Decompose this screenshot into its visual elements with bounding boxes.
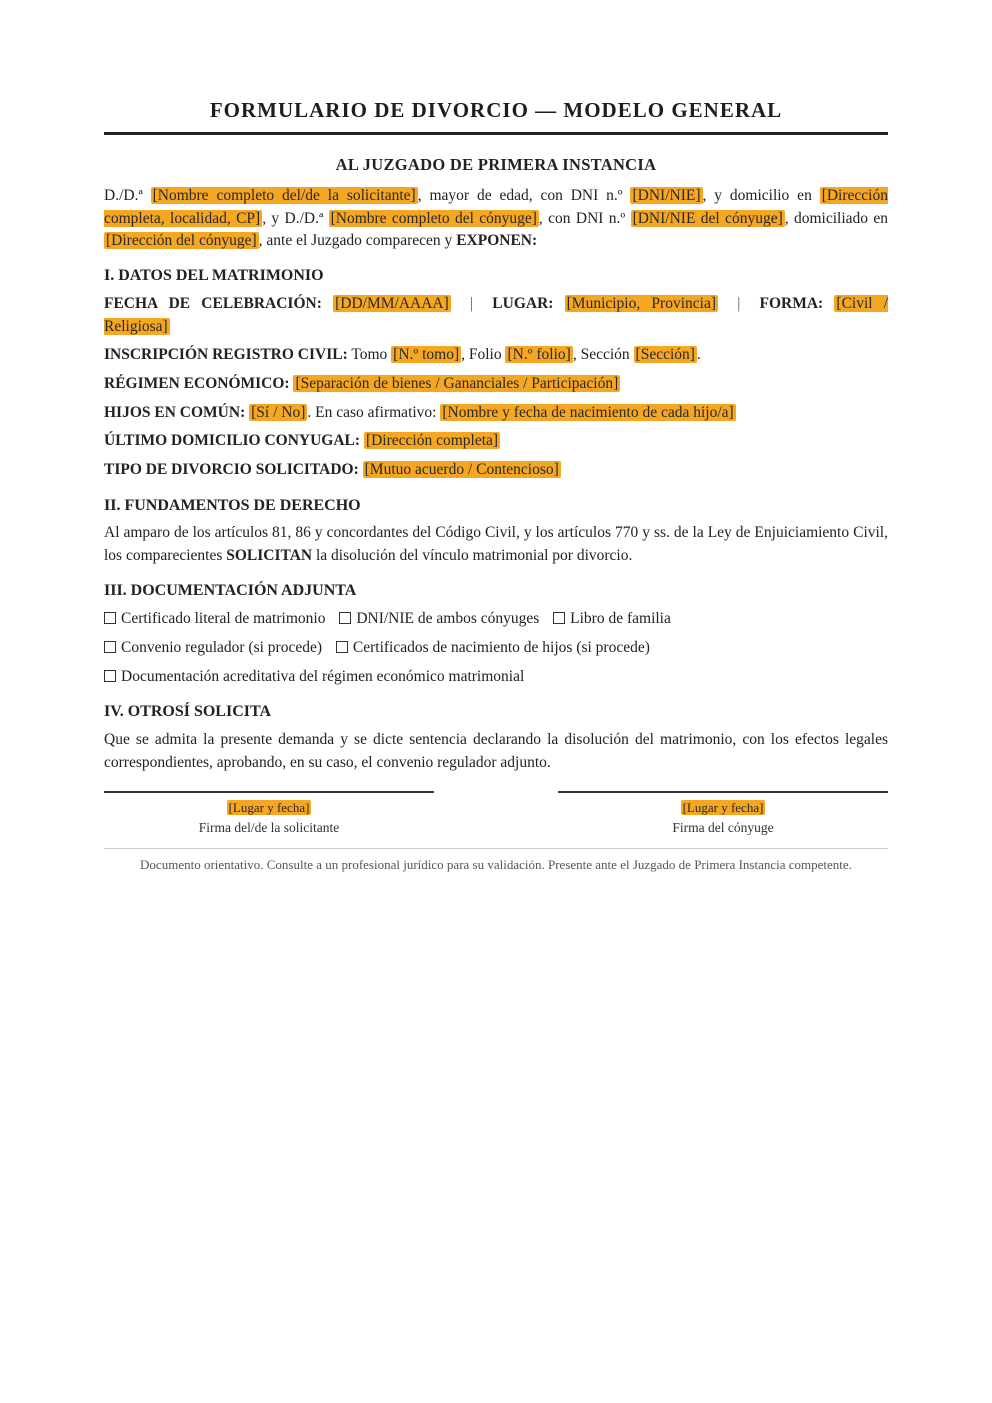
intro-text: , y D./D.ª [262,209,329,227]
field-applicant-address[interactable]: [Dirección completa, localidad, CP] [104,187,888,227]
text: . En caso afirmativo: [307,404,441,421]
field-folio[interactable]: [N.º folio] [507,346,571,363]
marital-domicile-row [104,430,888,453]
field-marriage-date[interactable]: [DD/MM/AAAA] [335,295,449,312]
field-tomo[interactable]: [N.º tomo] [393,346,460,363]
field-children[interactable]: [Sí / No] [251,404,306,421]
field-signature-place-date[interactable]: [Lugar y fecha] [682,799,764,815]
intro-text: , domiciliado en [784,209,888,227]
checkbox-icon[interactable] [553,612,565,624]
intro-text: , ante el Juzgado comparecen y [258,232,457,249]
checklist-item-birth-certificates[interactable] [336,639,650,656]
checklist-item-dni[interactable] [339,610,539,627]
checklist-label: Certificados de nacimiento de hijos (si procede) [352,639,650,656]
signature-block-spouse [558,791,888,837]
signature-line[interactable] [558,791,888,793]
checkbox-icon[interactable] [104,670,116,682]
checkbox-icon[interactable] [104,641,116,653]
document-title: FORMULARIO DE DIVORCIO — MODELO GENERAL [209,98,783,122]
checklist-item-economic-regime-docs[interactable] [104,668,524,685]
economic-regime-row [104,373,888,396]
field-spouse-dni[interactable]: [DNI/NIE del cónyuge] [632,209,783,227]
section-heading-legal-basis: II. FUNDAMENTOS DE DERECHO [104,497,361,514]
civil-registry-row [104,344,888,367]
addressee-heading: AL JUZGADO DE PRIMERA INSTANCIA [335,155,657,174]
field-applicant-dni[interactable]: [DNI/NIE] [632,187,701,204]
field-marriage-place[interactable]: [Municipio, Provincia] [566,295,716,312]
intro-text: , mayor de edad, con DNI n.º [417,187,631,204]
signature-label: Firma del cónyuge [672,819,774,835]
checklist-label: Certificado literal de matrimonio [121,610,326,627]
intro-text: D./D.ª [104,187,151,204]
text: la disolución del vínculo matrimonial por divorcio. [312,546,633,564]
checklist-item-regulatory-agreement[interactable] [104,639,322,656]
text: Tomo [347,346,392,363]
checklist-label: Documentación acreditativa del régimen económico matrimonial [121,668,525,685]
intro-text: , con DNI n.º [538,209,631,227]
checklist-item-family-book[interactable] [553,610,671,627]
checklist-row [104,666,888,688]
footer-divider [104,848,888,849]
field-seccion[interactable]: [Sección] [635,346,695,363]
separator: | [737,295,741,312]
checklist-label: DNI/NIE de ambos cónyuges [356,610,540,627]
children-row [104,402,888,425]
field-divorce-type[interactable]: [Mutuo acuerdo / Contencioso] [364,461,559,478]
section-heading-attached-docs: III. DOCUMENTACIÓN ADJUNTA [104,582,357,599]
footer-disclaimer: Documento orientativo. Consulte a un profesional jurídico para su validación. Presente ante el Juzgado de Primera Instancia competente. [140,857,852,872]
label-lugar: LUGAR: [492,295,554,312]
intro-exponen: EXPONEN: [456,232,538,249]
marriage-date-place-row [104,293,888,338]
field-spouse-address[interactable]: [Dirección del cónyuge] [106,232,257,249]
divorce-type-row [104,459,888,482]
solicitan-bold: SOLICITAN [226,546,313,564]
field-marriage-form[interactable]: [Civil / Religiosa] [104,295,889,335]
text: , Folio [461,346,506,363]
separator: | [469,295,474,312]
field-spouse-name[interactable]: [Nombre completo del cónyuge] [330,209,537,227]
checkbox-icon[interactable] [336,641,348,653]
label-forma: FORMA: [759,295,824,312]
checkbox-icon[interactable] [339,612,351,624]
label-hijos: HIJOS EN COMÚN: [104,404,246,421]
intro-paragraph [104,185,888,253]
signature-line[interactable] [104,791,434,793]
label-domicilio: ÚLTIMO DOMICILIO CONYUGAL: [104,432,361,449]
label-regimen: RÉGIMEN ECONÓMICO: [104,375,290,392]
section-heading-otrosi: IV. OTROSÍ SOLICITA [104,703,272,720]
signature-label: Firma del/de la solicitante [198,819,340,835]
field-signature-place-date[interactable]: [Lugar y fecha] [228,799,310,815]
checklist-item-marriage-certificate[interactable] [104,610,325,627]
label-fecha: FECHA DE CELEBRACIÓN: [104,295,322,312]
text: , Sección [572,346,634,363]
checklist-row [104,637,888,659]
field-marital-domicile[interactable]: [Dirección completa] [365,432,499,449]
checklist-row [104,608,888,630]
title-divider [104,132,888,135]
intro-text: , y domicilio en [702,187,820,204]
field-economic-regime[interactable]: [Separación de bienes / Gananciales / Participación] [295,375,619,392]
section-heading-marriage-data: I. DATOS DEL MATRIMONIO [104,267,324,284]
checklist-label: Convenio regulador (si procede) [121,639,323,656]
otrosi-paragraph: Que se admita la presente demanda y se dicte sentencia declarando la disolución del matrimonio, con los efectos legales correspondientes, aprobando, en su caso, el convenio regulador adjunto. [104,731,888,771]
text: . [696,346,701,363]
label-tipo: TIPO DE DIVORCIO SOLICITADO: [104,461,359,478]
text: Al amparo de los artículos 81, 86 y concordantes del Código Civil, y los artículos 770 y ss. de la Ley de Enjuiciamiento Civil, los comparecientes [104,524,888,564]
signature-block-applicant [104,791,434,837]
label-registro: INSCRIPCIÓN REGISTRO CIVIL: [104,346,348,363]
checklist-label: Libro de familia [570,610,671,627]
field-applicant-name[interactable]: [Nombre completo del/de la solicitante] [152,187,416,204]
checkbox-icon[interactable] [104,612,116,624]
field-children-details[interactable]: [Nombre y fecha de nacimiento de cada hijo/a] [442,404,734,421]
legal-basis-paragraph [104,522,888,567]
